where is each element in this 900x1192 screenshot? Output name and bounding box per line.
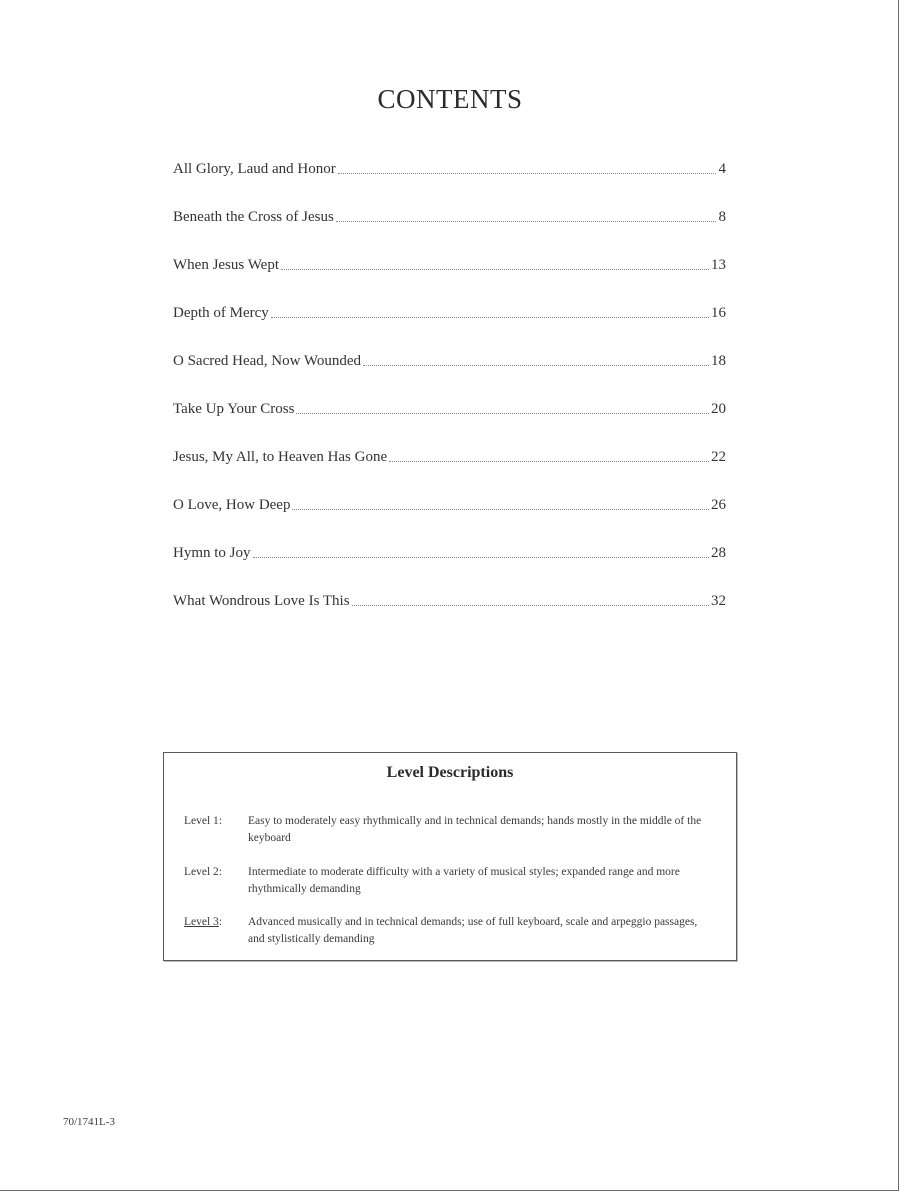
level-description: Intermediate to moderate difficulty with a variety of musical styles; expanded range and more rhythmically demanding (248, 866, 680, 895)
level-label: Level 3: (184, 916, 223, 928)
toc-entry[interactable] (173, 542, 726, 590)
toc-entry-page: 8 (718, 209, 726, 225)
dot-leader (271, 303, 709, 318)
toc-entry[interactable] (173, 158, 726, 206)
toc-entry-title: O Love, How Deep (173, 497, 291, 513)
toc-entry[interactable] (173, 302, 726, 350)
toc-entry-title: Jesus, My All, to Heaven Has Gone (173, 449, 388, 465)
toc-entry-page: 28 (711, 545, 726, 561)
dot-leader (389, 447, 709, 462)
toc-entry-title: O Sacred Head, Now Wounded (173, 353, 362, 369)
toc-entry[interactable] (173, 398, 726, 446)
level-descriptions-heading: Level Descriptions (386, 764, 514, 781)
dot-leader (338, 159, 716, 174)
dot-leader (253, 543, 709, 558)
level-description-row (184, 813, 714, 847)
toc-entry-page: 22 (711, 449, 726, 465)
dot-leader (296, 399, 709, 414)
toc-entry-title: Beneath the Cross of Jesus (173, 209, 334, 225)
toc-entry-title: Hymn to Joy (173, 545, 251, 561)
toc-entry-title: Take Up Your Cross (173, 401, 295, 417)
toc-entry-page: 13 (711, 257, 726, 273)
table-of-contents (173, 158, 726, 638)
level-description-row (184, 914, 714, 948)
toc-entry-page: 20 (711, 401, 726, 417)
toc-entry-title: What Wondrous Love Is This (173, 593, 350, 609)
toc-entry-title: Depth of Mercy (173, 305, 269, 321)
toc-entry[interactable] (173, 590, 726, 638)
page-title: CONTENTS (377, 84, 523, 114)
level-descriptions-box (163, 752, 737, 961)
dot-leader (363, 351, 709, 366)
toc-entry-page: 26 (711, 497, 726, 513)
toc-entry-page: 32 (711, 593, 726, 609)
level-description-row (184, 864, 714, 898)
dot-leader (352, 591, 709, 606)
toc-entry-title: All Glory, Laud and Honor (173, 161, 336, 177)
dot-leader (336, 207, 716, 222)
toc-entry[interactable] (173, 254, 726, 302)
level-description: Easy to moderately easy rhythmically and in technical demands; hands mostly in the middle of the keyboard (248, 815, 702, 844)
toc-entry-page: 16 (711, 305, 726, 321)
level-label: Level 1: (184, 815, 223, 827)
catalog-code: 70/1741L-3 (63, 1116, 115, 1128)
toc-entry[interactable] (173, 446, 726, 494)
level-description: Advanced musically and in technical demands; use of full keyboard, scale and arpeggio passages, and stylistically demanding (248, 916, 698, 945)
toc-entry-page: 18 (711, 353, 726, 369)
level-label: Level 2: (184, 866, 223, 878)
toc-entry-page: 4 (718, 161, 726, 177)
dot-leader (292, 495, 709, 510)
toc-entry-title: When Jesus Wept (173, 257, 279, 273)
toc-entry[interactable] (173, 350, 726, 398)
toc-entry[interactable] (173, 494, 726, 542)
toc-entry[interactable] (173, 206, 726, 254)
dot-leader (281, 255, 709, 270)
